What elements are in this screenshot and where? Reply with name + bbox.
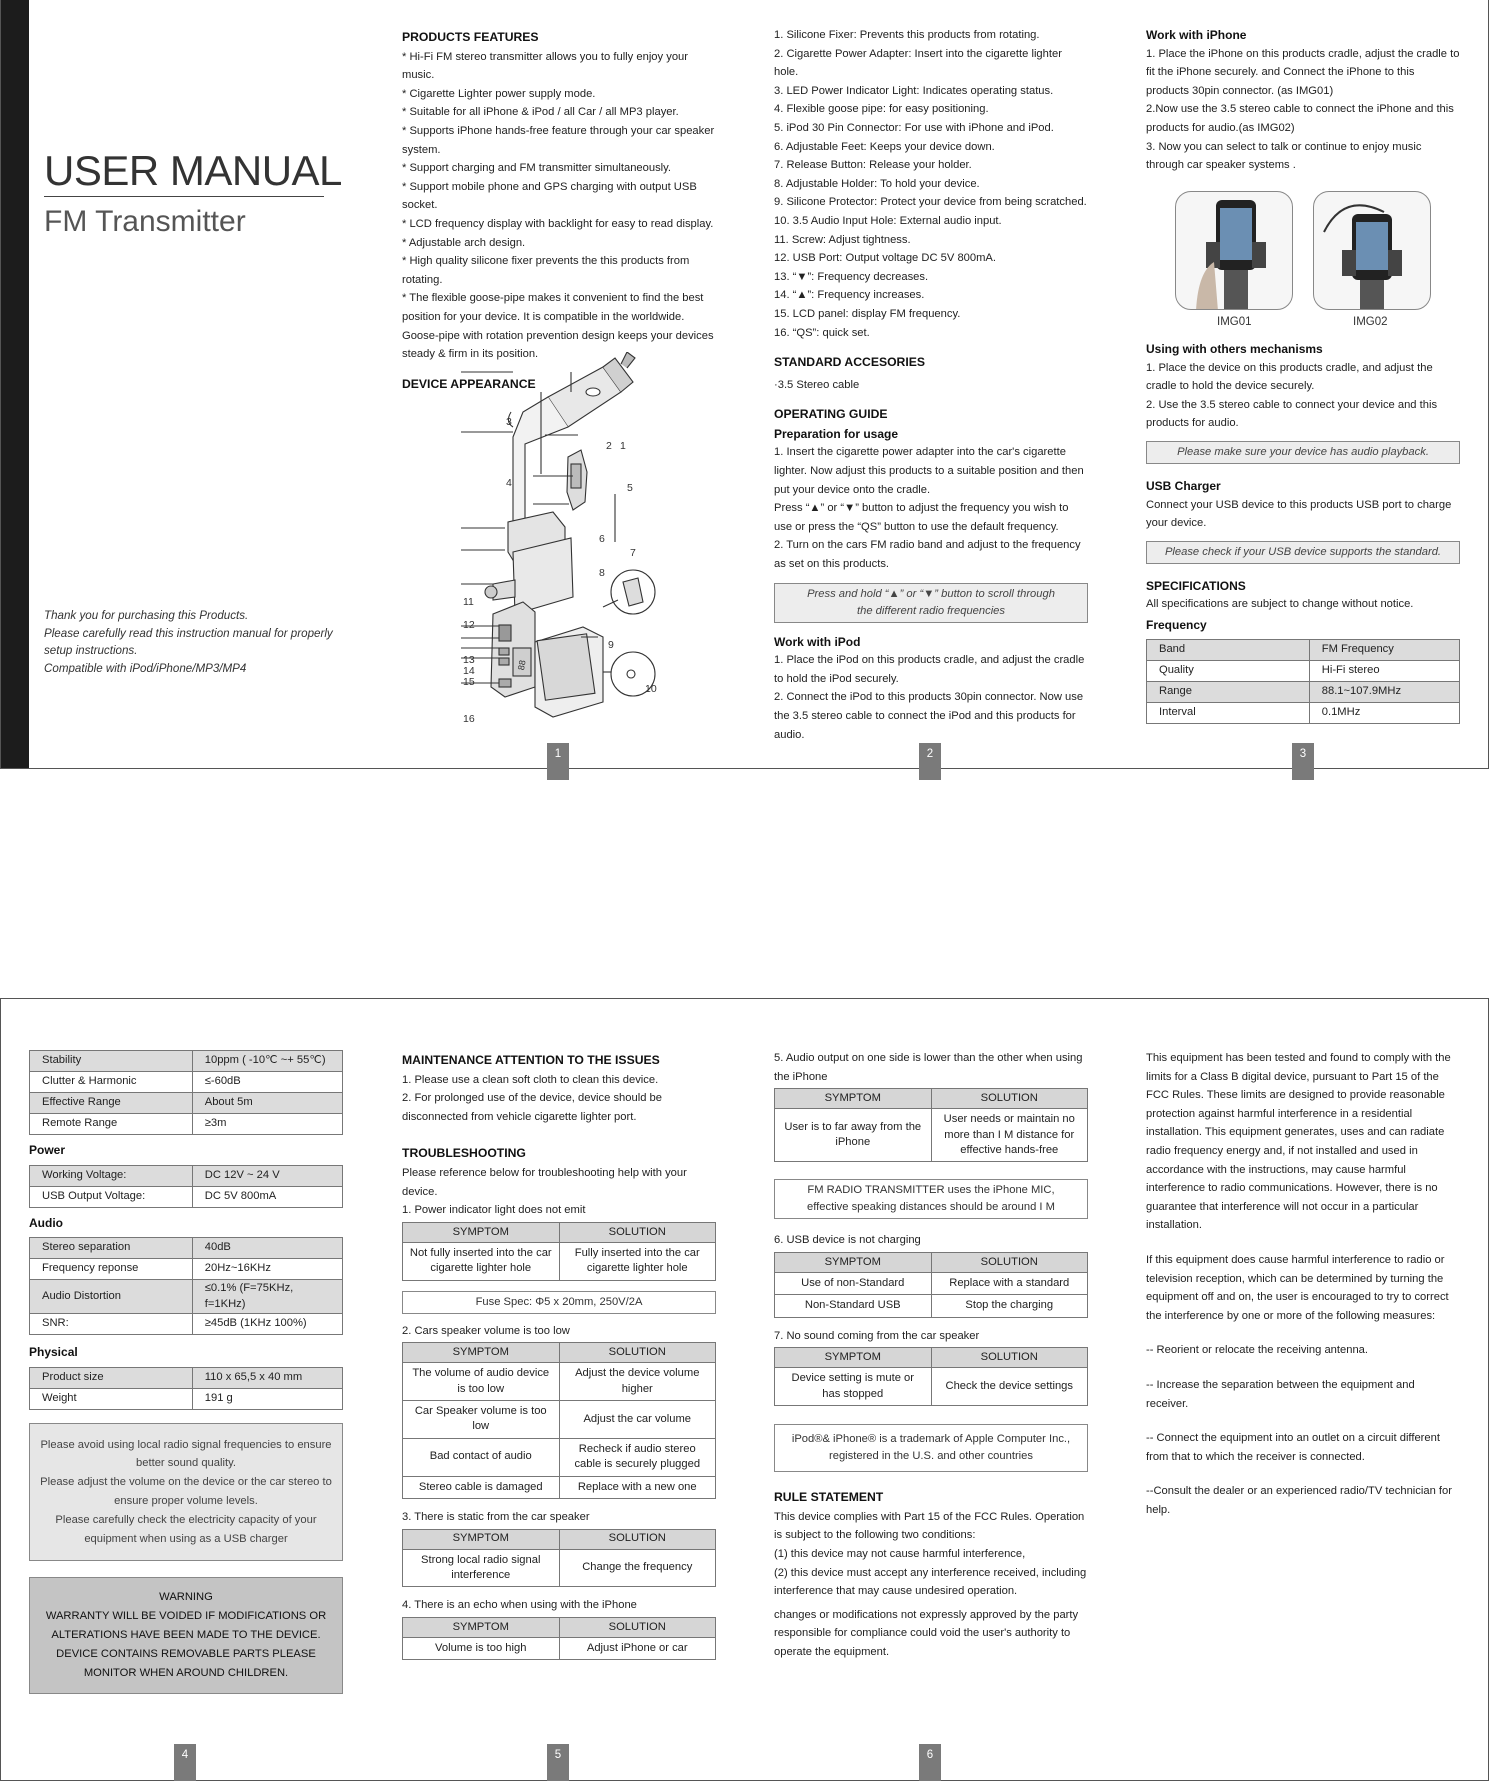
frequency-table-cont xyxy=(29,1050,343,1135)
spec-label: Working Voltage: xyxy=(30,1165,193,1186)
t1-title: 1. Power indicator light does not emit xyxy=(402,1204,586,1217)
ipod-text: 1. Place the iPod on this products cradle, and adjust the cradle to hold the iPod securely. 2. Connect the iPod to this products 30pin connector. Now use the 3.5 stereo cable to connect the iPod and this products for audio. xyxy=(774,654,1085,741)
symptom-cell: Bad contact of audio xyxy=(403,1438,560,1476)
device-illustration xyxy=(453,352,671,732)
feature-item: * LCD frequency display with backlight for easy to read display. xyxy=(402,217,714,230)
warning-title: WARNING xyxy=(159,1591,213,1604)
trademark-note: iPod®& iPhone® is a trademark of Apple Computer Inc., registered in the U.S. and other countries xyxy=(774,1424,1088,1472)
page-number: 1 xyxy=(547,743,569,780)
prep-text: 1. Insert the cigarette power adapter into the car's cigarette lighter. Now adjust this products to a suitable position and then put your device onto the cradle. Press “▲” or “▼” button to adjust the frequency you wish to use or press the “QS” button to use the default frequency. 2. Turn on the cars FM radio band and adjust to the frequency as set on this products. xyxy=(774,446,1084,571)
symptom-header: SYMPTOM xyxy=(403,1343,560,1363)
symptom-header: SYMPTOM xyxy=(775,1089,932,1109)
spec-value: 0.1MHz xyxy=(1309,702,1459,723)
others-heading: Using with others mechanisms xyxy=(1146,342,1323,356)
callout-10: 10 xyxy=(645,683,657,695)
part-item: 11. Screw: Adjust tightness. xyxy=(774,233,911,246)
spec-value: 20Hz~16KHz xyxy=(192,1259,342,1280)
spine-bar xyxy=(1,0,29,768)
table-row xyxy=(1147,681,1460,702)
table-row xyxy=(30,1314,343,1335)
spec-label: USB Output Voltage: xyxy=(30,1186,193,1207)
others-text: 1. Place the device on this products cradle, and adjust the cradle to hold the device securely. 2. Use the 3.5 stereo cable to connect your device and this products for audio. xyxy=(1146,361,1438,430)
table-row xyxy=(30,1280,343,1314)
feature-item: * Suitable for all iPhone & iPod / all Car / all MP3 player. xyxy=(402,106,679,119)
solution-header: SOLUTION xyxy=(931,1253,1088,1273)
feature-item: * Support mobile phone and GPS charging with output USB socket. xyxy=(402,180,697,212)
solution-header: SOLUTION xyxy=(559,1343,716,1363)
table-row xyxy=(30,1367,343,1388)
table-row xyxy=(30,1051,343,1072)
part-item: 13. “▼”: Frequency decreases. xyxy=(774,270,929,283)
symptom-cell: Not fully inserted into the car cigarette lighter hole xyxy=(403,1242,560,1280)
table-row xyxy=(403,1549,716,1587)
solution-header: SOLUTION xyxy=(559,1618,716,1638)
img01-caption: IMG01 xyxy=(1217,316,1252,328)
spec-value: 10ppm ( -10℃ ~+ 55℃) xyxy=(192,1051,342,1072)
spec-value: About 5m xyxy=(192,1093,342,1114)
spec-label: Effective Range xyxy=(30,1093,193,1114)
solution-cell: Adjust iPhone or car xyxy=(559,1638,716,1660)
usb-heading: USB Charger xyxy=(1146,478,1221,493)
accessories-heading: STANDARD ACCESORIES xyxy=(774,355,925,370)
rule-text: This device complies with Part 15 of the FCC Rules. Operation is subject to the following two conditions: (1) this device may not cause harmful interference, (2) this device must accept any interference received, including interference that may cause undesired operation. xyxy=(774,1510,1087,1598)
t5-table xyxy=(774,1088,1088,1162)
spec-label: Remote Range xyxy=(30,1114,193,1135)
spec-heading: SPECIFICATIONS xyxy=(1146,578,1246,593)
table-header xyxy=(775,1348,1088,1368)
solution-cell: Stop the charging xyxy=(931,1295,1088,1317)
iphone-column xyxy=(1146,26,1460,175)
table-row xyxy=(30,1388,343,1409)
sheet-pages-4-6 xyxy=(0,998,1489,1781)
feature-item: * Cigarette Lighter power supply mode. xyxy=(402,87,596,100)
callout-8: 8 xyxy=(599,567,605,579)
press-note: Press and hold “▲” or “▼” button to scroll through the different radio frequencies xyxy=(774,583,1088,623)
parts-column xyxy=(774,26,1088,744)
title-rule xyxy=(44,196,324,197)
freq-heading: Frequency xyxy=(1146,617,1207,632)
t4-table xyxy=(402,1617,716,1660)
part-item: 2. Cigarette Power Adapter: Insert into the cigarette lighter hole. xyxy=(774,47,1062,79)
spec-label: Product size xyxy=(30,1367,193,1388)
callout-6: 6 xyxy=(599,533,605,545)
symptom-header: SYMPTOM xyxy=(403,1222,560,1242)
t2-title: 2. Cars speaker volume is too low xyxy=(402,1324,570,1337)
table-row xyxy=(403,1476,716,1498)
table-header xyxy=(403,1222,716,1242)
table-row xyxy=(403,1638,716,1660)
callout-14: 14 xyxy=(463,665,475,677)
page-subtitle: FM Transmitter xyxy=(44,205,246,238)
page-number: 5 xyxy=(547,1744,569,1781)
callout-7: 7 xyxy=(630,547,636,559)
part-item: 1. Silicone Fixer: Prevents this products from rotating. xyxy=(774,29,1040,41)
solution-cell: User needs or maintain no more than I M distance for effective hands-free xyxy=(931,1109,1088,1162)
callout-16: 16 xyxy=(463,713,475,725)
spec-value: 40dB xyxy=(192,1238,342,1259)
solution-header: SOLUTION xyxy=(559,1222,716,1242)
spec-label: Weight xyxy=(30,1388,193,1409)
spec-value: ≤-60dB xyxy=(192,1072,342,1093)
accessories-text: ·3.5 Stereo cable xyxy=(774,378,860,391)
symptom-cell: Non-Standard USB xyxy=(775,1295,932,1317)
symptom-header: SYMPTOM xyxy=(775,1348,932,1368)
fcc-measure: --Consult the dealer or an experienced radio/TV technician for help. xyxy=(1146,1485,1452,1516)
spec-text: All specifications are subject to change without notice. xyxy=(1146,598,1414,611)
table-row xyxy=(775,1273,1088,1295)
callout-11: 11 xyxy=(463,596,474,608)
frequency-table xyxy=(1146,639,1460,724)
t6-title: 6. USB device is not charging xyxy=(774,1234,921,1247)
callout-12: 12 xyxy=(463,619,475,631)
symptom-cell: Device setting is mute or has stopped xyxy=(775,1368,932,1406)
part-item: 3. LED Power Indicator Light: Indicates operating status. xyxy=(774,84,1054,97)
spec-value: 88.1~107.9MHz xyxy=(1309,681,1459,702)
table-row xyxy=(30,1259,343,1280)
spec-value: ≤0.1% (F=75KHz, f=1KHz) xyxy=(192,1280,342,1314)
features-list xyxy=(402,48,718,364)
solution-cell: Change the frequency xyxy=(559,1549,716,1587)
t7-table xyxy=(774,1347,1088,1406)
page-number: 4 xyxy=(174,1744,196,1781)
spec-value: ≥45dB (1KHz 100%) xyxy=(192,1314,342,1335)
ipod-heading: Work with iPod xyxy=(774,634,861,649)
fcc-paragraph-1: This equipment has been tested and found to comply with the limits for a Class B digital device, pursuant to Part 15 of the FCC Rules. These limits are designed to provide reasonable protection against harmful interference in a residential installation. This equipment generates, uses and can radiate radio frequency energy and, if not installed and used in accordance with the instructions, may cause harmful interference to radio communications. However, there is no guarantee that interference will not occur in a particular installation. xyxy=(1146,1052,1451,1232)
specs-column xyxy=(29,1050,343,1700)
callout-13: 13 xyxy=(463,654,475,666)
spec-value: DC 12V ~ 24 V xyxy=(192,1165,342,1186)
table-row xyxy=(403,1242,716,1280)
callout-2: 2 xyxy=(606,440,612,452)
table-row xyxy=(30,1165,343,1186)
t3-title: 3. There is static from the car speaker xyxy=(402,1511,590,1523)
part-item: 9. Silicone Protector: Protect your device from being scratched. xyxy=(774,196,1087,209)
spec-value: DC 5V 800mA xyxy=(192,1186,342,1207)
solution-cell: Check the device settings xyxy=(931,1368,1088,1406)
spec-label: Quality xyxy=(1147,660,1310,681)
part-item: 6. Adjustable Feet: Keeps your device down. xyxy=(774,140,995,153)
solution-header: SOLUTION xyxy=(559,1529,716,1549)
t6-table xyxy=(774,1252,1088,1318)
callout-1: 1 xyxy=(620,440,626,452)
iphone-heading: Work with iPhone xyxy=(1146,28,1247,42)
part-item: 5. iPod 30 Pin Connector: For use with iPhone and iPod. xyxy=(774,121,1054,134)
table-row xyxy=(403,1400,716,1438)
symptom-cell: Strong local radio signal interference xyxy=(403,1549,560,1587)
table-row xyxy=(403,1363,716,1401)
symptom-cell: Car Speaker volume is too low xyxy=(403,1400,560,1438)
feature-item: * Hi-Fi FM stereo transmitter allows you to fully enjoy your music. xyxy=(402,50,688,82)
iphone-text: 1. Place the iPhone on this products cradle, adjust the cradle to fit the iPhone securely. and Connect the iPhone to this products 30pin connector. (as IMG01) 2.Now use the 3.5 stereo cable to connect the iPhone and this products for audio.(as IMG02) 3. Now you can select to talk or continue to enjoy music through car speaker systems . xyxy=(1146,47,1460,172)
prep-heading: Preparation for usage xyxy=(774,426,899,441)
img01-photo xyxy=(1175,191,1293,310)
page-number: 6 xyxy=(919,1744,941,1781)
features-heading: PRODUCTS FEATURES xyxy=(402,30,539,44)
appearance-heading: DEVICE APPEARANCE xyxy=(402,376,536,391)
solution-cell: Replace with a standard xyxy=(931,1273,1088,1295)
power-table xyxy=(29,1165,343,1208)
rule-heading: RULE STATEMENT xyxy=(774,1490,884,1505)
mic-note: FM RADIO TRANSMITTER uses the iPhone MIC, effective speaking distances should be around I M xyxy=(774,1179,1088,1219)
part-item: 4. Flexible goose pipe: for easy positioning. xyxy=(774,103,989,116)
audio-note: Please make sure your device has audio playback. xyxy=(1146,441,1460,464)
spec-value: FM Frequency xyxy=(1309,639,1459,660)
fcc-column xyxy=(1146,1049,1460,1519)
table-row xyxy=(1147,702,1460,723)
table-row xyxy=(403,1438,716,1476)
part-item: 8. Adjustable Holder: To hold your device. xyxy=(774,177,980,190)
usage-column xyxy=(1146,340,1460,724)
feature-item: * Support charging and FM transmitter simultaneously. xyxy=(402,162,672,175)
symptom-cell: Volume is too high xyxy=(403,1638,560,1660)
spec-label: Frequency reponse xyxy=(30,1259,193,1280)
callout-9: 9 xyxy=(608,639,614,651)
table-header xyxy=(403,1618,716,1638)
lcd-display: 88 xyxy=(516,659,528,671)
guide-heading: OPERATING GUIDE xyxy=(774,407,888,422)
callout-15: 15 xyxy=(463,676,475,688)
fcc-paragraph-2: If this equipment does cause harmful interference to radio or television reception, which can be determined by turning the equipment off and on, the user is encouraged to try to correct the interference by one or more of the following measures: xyxy=(1146,1253,1449,1322)
warning-box xyxy=(29,1577,343,1694)
spec-value: Hi-Fi stereo xyxy=(1309,660,1459,681)
usb-note: Please check if your USB device supports the standard. xyxy=(1146,541,1460,564)
spec-label: SNR: xyxy=(30,1314,193,1335)
fcc-measure: -- Connect the equipment into an outlet on a circuit different from that to which the receiver is connected. xyxy=(1146,1432,1440,1463)
table-row xyxy=(30,1114,343,1135)
iphone-cradle-illustration xyxy=(1176,192,1293,310)
spec-value: 110 x 65,5 x 40 mm xyxy=(192,1367,342,1388)
fuse-spec: Fuse Spec: Φ5 x 20mm, 250V/2A xyxy=(402,1291,716,1314)
solution-cell: Fully inserted into the car cigarette lighter hole xyxy=(559,1242,716,1280)
thanks-note: Thank you for purchasing this Products. Please carefully read this instruction manual for properly setup instructions. Compatible with iPod/iPhone/MP3/MP4 xyxy=(44,609,333,675)
warning-text: WARRANTY WILL BE VOIDED IF MODIFICATIONS OR ALTERATIONS HAVE BEEN MADE TO THE DEVICE. DEVICE CONTAINS REMOVABLE PARTS PLEASE MONITOR WHEN AROUND CHILDREN. xyxy=(45,1610,327,1680)
page-title: USER MANUAL xyxy=(44,147,342,194)
img02-caption: IMG02 xyxy=(1353,316,1388,328)
table-row xyxy=(1147,660,1460,681)
page-number: 2 xyxy=(919,743,941,780)
physical-table xyxy=(29,1367,343,1410)
audio-heading: Audio xyxy=(29,1215,63,1230)
troubleshooting-column-2 xyxy=(774,1049,1088,1662)
symptom-cell: The volume of audio device is too low xyxy=(403,1363,560,1401)
table-header xyxy=(403,1529,716,1549)
table-header xyxy=(403,1343,716,1363)
spec-label: Stereo separation xyxy=(30,1238,193,1259)
maint-heading: MAINTENANCE ATTENTION TO THE ISSUES xyxy=(402,1053,660,1067)
trouble-intro: Please reference below for troubleshooting help with your device. xyxy=(402,1166,687,1198)
solution-header: SOLUTION xyxy=(931,1348,1088,1368)
parts-list xyxy=(774,26,1088,342)
t3-table xyxy=(402,1529,716,1588)
t7-title: 7. No sound coming from the car speaker xyxy=(774,1329,980,1342)
t5-title: 5. Audio output on one side is lower than the other when using the iPhone xyxy=(774,1052,1083,1083)
spec-label: Interval xyxy=(1147,702,1310,723)
part-item: 16. “QS”: quick set. xyxy=(774,326,870,339)
part-item: 7. Release Button: Release your holder. xyxy=(774,159,972,172)
callout-5: 5 xyxy=(627,482,633,494)
feature-item: * High quality silicone fixer prevents the this products from rotating. xyxy=(402,255,690,286)
fcc-measure: -- Reorient or relocate the receiving antenna. xyxy=(1146,1344,1369,1357)
symptom-cell: Stereo cable is damaged xyxy=(403,1476,560,1498)
table-row xyxy=(30,1093,343,1114)
solution-cell: Recheck if audio stereo cable is securely plugged xyxy=(559,1438,716,1476)
cover xyxy=(44,148,344,239)
solution-cell: Replace with a new one xyxy=(559,1476,716,1498)
solution-header: SOLUTION xyxy=(931,1089,1088,1109)
spec-label: Audio Distortion xyxy=(30,1280,193,1314)
part-item: 10. 3.5 Audio Input Hole: External audio input. xyxy=(774,214,1002,227)
part-item: 12. USB Port: Output voltage DC 5V 800mA. xyxy=(774,252,996,265)
iphone-cable-illustration xyxy=(1314,192,1431,310)
trouble-heading: TROUBLESHOOTING xyxy=(402,1146,526,1161)
feature-item: * Supports iPhone hands-free feature through your car speaker system. xyxy=(402,124,715,156)
symptom-header: SYMPTOM xyxy=(775,1253,932,1273)
t1-table xyxy=(402,1222,716,1281)
features-column xyxy=(402,26,718,394)
table-row xyxy=(30,1238,343,1259)
spec-value: ≥3m xyxy=(192,1114,342,1135)
symptom-cell: Use of non-Standard xyxy=(775,1273,932,1295)
t4-title: 4. There is an echo when using with the iPhone xyxy=(402,1599,637,1612)
callout-4: 4 xyxy=(506,477,512,489)
table-row xyxy=(30,1186,343,1207)
table-header xyxy=(775,1253,1088,1273)
fcc-measure: -- Increase the separation between the equipment and receiver. xyxy=(1146,1378,1415,1410)
maint-text: 1. Please use a clean soft cloth to clean this device. 2. For prolonged use of the device, device should be disconnected from vehicle cigarette lighter port. xyxy=(402,1073,662,1123)
feature-item: * Adjustable arch design. xyxy=(402,236,526,249)
page-number: 3 xyxy=(1292,743,1314,780)
rule-text-2: changes or modifications not expressly approved by the party responsible for compliance could void the user's authority to operate the equipment. xyxy=(774,1608,1079,1658)
table-row xyxy=(775,1368,1088,1406)
t2-table xyxy=(402,1342,716,1499)
troubleshooting-column xyxy=(402,1049,716,1660)
spec-label: Range xyxy=(1147,681,1310,702)
table-row xyxy=(775,1295,1088,1317)
spec-label: Stability xyxy=(30,1051,193,1072)
table-header xyxy=(775,1089,1088,1109)
solution-cell: Adjust the device volume higher xyxy=(559,1363,716,1401)
img02-photo xyxy=(1313,191,1431,310)
callout-3: 3 xyxy=(506,416,512,428)
spec-label: Clutter & Harmonic xyxy=(30,1072,193,1093)
solution-cell: Adjust the car volume xyxy=(559,1400,716,1438)
feature-item: * The flexible goose-pipe makes it convenient to find the best position for your device. It is compatible in the worldwide. Goose-pipe with rotation prevention design keeps your devices steady & firm in its position. xyxy=(402,292,714,361)
table-row xyxy=(775,1109,1088,1162)
part-item: 14. “▲”: Frequency increases. xyxy=(774,289,925,302)
spec-label: Band xyxy=(1147,639,1310,660)
physical-heading: Physical xyxy=(29,1345,78,1359)
sheet-pages-1-3 xyxy=(0,0,1489,769)
advice-box: Please avoid using local radio signal frequencies to ensure better sound quality. Please adjust the volume on the device or the car stereo to ensure proper volume levels. Please carefully check the electricity capacity of your equipment when using as a USB charger xyxy=(29,1423,343,1562)
symptom-cell: User is to far away from the iPhone xyxy=(775,1109,932,1162)
audio-table xyxy=(29,1237,343,1335)
usb-text: Connect your USB device to this products USB port to charge your device. xyxy=(1146,498,1452,530)
table-row xyxy=(1147,639,1460,660)
symptom-header: SYMPTOM xyxy=(403,1618,560,1638)
part-item: 15. LCD panel: display FM frequency. xyxy=(774,307,961,320)
symptom-header: SYMPTOM xyxy=(403,1529,560,1549)
table-row xyxy=(30,1072,343,1093)
power-heading: Power xyxy=(29,1143,66,1157)
spec-value: 191 g xyxy=(192,1388,342,1409)
